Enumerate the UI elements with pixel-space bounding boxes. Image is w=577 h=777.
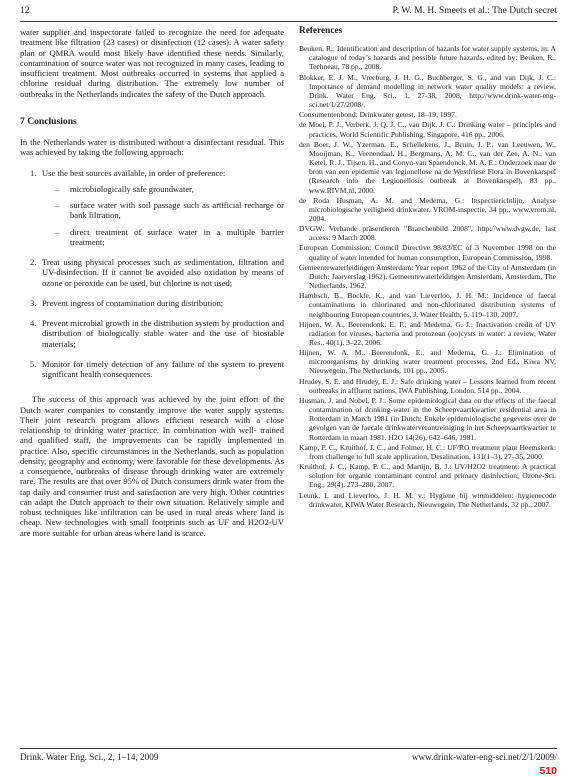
reference-entry: Leunk, I. and Lieverloo, J. H. M. v.: Hygiene bij winmiddelen: hygienecode drinkwater, KIWA Water Research, Nieuwegein, The Netherlands, 32 pp., 2007. — [299, 490, 556, 509]
dash-marker: – — [55, 200, 60, 210]
body-paragraph: The success of this approach was achieved by the joint effort of the Dutch water companies to constantly improve the water supply systems. Their joint research program allows efficient research with a close relationship to drinking water practice. In combination with well- trained and qualified staff, the improvements can be rapidly implemented in practice. Also, specific circumstances in the Netherlands, such as population density, geography and economy, were favorable for these developments. As a consequence, outbreaks of disease through drinking water are extremely rare. The results are that over 95% of Dutch consumers drink water from the tap daily and consumer trust and satisfaction are very high. Other countries can adapt the Dutch approach to their own situation. Relatively simple and robust techniques like infiltration can be used in rural areas where land is cheap. New technologies with small footprints such as UF and H2O2-UV are more suitable for urban areas where land is scarce. — [20, 394, 284, 538]
list-number: 5. — [30, 358, 37, 369]
sub-list-item — [42, 227, 284, 248]
list-item-text: Prevent microbial growth in the distribution system by production and distribution of biologically stable water and the use of biostable materials; — [42, 318, 284, 349]
list-item-text: Prevent ingress of contamination during distribution; — [42, 297, 224, 308]
journal-url[interactable]: www.drink-water-eng-sci.net/2/1/2009/ — [411, 752, 557, 762]
sub-list-text: surface water with soil passage such as artificial recharge or bank filtration, — [70, 200, 284, 221]
reference-entry: Beuken, R.: Identification and description of hazards for water supply systems, in: A catalogue of today’s hazards and possible future hazards, edited by: Beuken, R., Techneau, 78 pp., 2008. — [299, 44, 556, 72]
list-item-text: Use the best sources available, in order of preference: — [42, 167, 226, 178]
reference-entry: Consumentenbond: Drinkwater getest, 18–19, 1997. — [299, 110, 457, 120]
sub-list-item — [42, 184, 284, 194]
body-paragraph: water supplier and inspectorate failed to recognize the need for adequate treatment like filtration (23 cases) or disinfection (12 cases). A water safety plan or QMRA would most likely have identified these needs. Similarly, contamination of source water was not recognized in many cases, leading to insufficient treatment. Most outbreaks occurred in systems that applied a chlorine residual during distribution. The extremely low number of outbreaks in the Netherlands indicates the safety of the Dutch approach. — [20, 27, 284, 99]
list-item — [20, 318, 284, 349]
list-item — [20, 359, 284, 380]
reference-entry: European Commission: Council Directive 98/83/EC of 3 November 1998 on the quality of water intended for human consumption, European Commission, 1998. — [299, 243, 556, 262]
list-item — [20, 298, 284, 308]
reference-entry: Blokker, E. J. M., Vreeburg, J. H. G., Buchberger, S. G., and van Dijk, J. C.: Importance of demand modelling in network water quality models: a review, Drink. Water Eng. Sci., 1, 27-38, 2008, http://www.drink-water-eng-sci.net/1/27/2008/. — [299, 72, 556, 110]
body-paragraph: In the Netherlands water is distributed without a disinfectant residual. This was achieved by taking the following approach: — [20, 137, 284, 158]
reference-entry: de Moel, P. J., Verberk, J. Q. J. C., van Dijk, J. C.: Drinking water – principles and practices, World Scientific Publishing, Singapore, 416 pp., 2006. — [299, 120, 556, 139]
page-number: 12 — [20, 6, 30, 16]
list-number: 1. — [30, 167, 37, 178]
header-rule — [20, 21, 557, 22]
sub-list-text: direct treatment of surface water in a multiple barrier treatment; — [70, 226, 284, 247]
list-item-text: Monitor for timely detection of any failure of the system to prevent significant health consequences. — [42, 358, 284, 379]
reference-entry: Kamp, P. C., Kruithof, J. C., and Folmer, H. C.: UF/RO treatment plant Heemskerk: from challenge to full scale application, Desalination, 131(1–3), 27–35, 2000. — [299, 442, 556, 461]
journal-citation: Drink. Water Eng. Sci., 2, 1–14, 2009 — [20, 752, 159, 762]
list-item-text: Treat using physical processes such as sedimentation, filtration and UV-disinfection. If it cannot be avoided also oxidation by means of ozone or peroxide can be used, but chlorine is not used; — [42, 257, 284, 288]
page-header — [20, 6, 557, 20]
section-heading: 7 Conclusions — [20, 115, 77, 127]
list-item — [20, 257, 284, 288]
list-number: 4. — [30, 318, 37, 328]
reference-entry: Hijnen, W. A. M., Beerendonk, E., and Medema, G. J.: Elimination of microorganisms by drinking water treatment processes, 2nd Ed., Kiwa NV, Nieuwegein, The Netherlands, 101 pp., 2005. — [299, 348, 556, 376]
reference-entry: de Roda Husman, A. M. and Medema, G.: Inspectierichtlijn, Analyse microbiologische veiligheid drinkwater, VROM-inspectie, 34 pp., www.vrom.nl, 2004. — [299, 195, 556, 223]
reference-entry: Gemeentewaterleidingen Amsterdam: Year report 1962 of the City of Amsterdam (in Dutch: Jaarverslag 1962), Gemeentewaterleidingen Amsterdam, Amsterdam, The Netherlands, 1962. — [299, 262, 556, 291]
dash-marker: – — [55, 226, 60, 237]
reference-entry: Husman, J. and Nobel, P. J.: Some epidemiological data on the effects of the faecal contamination of drinking-water in the Scheepvaartkwartier residential area in Rotterdam in March 1981 (in Dutch: Enkele epidemiologische gegevens over de gevolgen van de faecale drinkwaterverontreiniging in het Scheepvaartkwartier te Rotterdam in maart 1981. H2O 14(26), 642–646, 1981. — [299, 395, 556, 442]
sub-list-text: microbiologically safe groundwater, — [70, 183, 194, 194]
list-number: 2. — [30, 257, 37, 267]
references-heading: References — [299, 26, 343, 36]
sub-list-item — [42, 200, 284, 221]
dash-marker: – — [55, 183, 60, 194]
reference-list — [299, 44, 556, 509]
list-item — [20, 168, 284, 248]
sheet-number: 510 — [539, 765, 557, 777]
running-title: P. W. M. H. Smeets et al.: The Dutch secret — [392, 6, 557, 16]
reference-entry: DVGW: Verbande präsentieren "Branchenbild 2008", http://www.dvgw.de, last access: 9 March 2008. — [299, 224, 556, 243]
footer-rule — [20, 748, 557, 749]
reference-entry: Hijnen, W. A., Beerendonk, E. F., and Medema, G. J.: Inactivation credit of UV radiation for viruses, bacteria and protozoan (oo)cysts in water: a review, Water Res., 40(1), 3–22, 2006. — [299, 319, 556, 347]
reference-entry: Hrudey, S. E. and Hrudey, E. J.: Safe drinking water – Lessons learned from recent outbreaks in affluent nations, IWA Publishing, London, 514 pp., 2004. — [299, 376, 556, 395]
reference-entry: den Boer, J. W., Yzerman, E., Schellekens, J., Bruin, J. P., van Leeuwen, W., Mooijman, K., Veenendaal, H., Bergmans, A. M. C., van der Zee, A. N., van Ketel, R. J., Tijsen, H., and Conyn-van Spaendonck, M. A. E.: Onderzoek naar de bron van een epidemie van legionellose na de Westfriese Flora in Bovenkarspel (Research into the Legionellosis outbreak at Bovenkarspel), 83 pp., www.RIVM.nl, 2000. — [299, 139, 556, 195]
left-column — [20, 27, 284, 538]
reference-entry: Kruithof, J. C., Kamp, P. C., and Martijn, B. J.: UV/H2O2 treatment: A practical solution for organic contaminant control and primary disinfection, Ozone-Sci. Eng., 29(4), 273–280, 2007. — [299, 462, 556, 490]
references-column — [299, 27, 556, 510]
reference-entry: Hambsch, B., Bockle, K., and van Lieverloo, J. H. M.: Incidence of faecal contaminations in chlorinated and non-chlorinated distribution systems of neighbouring European countries, J. Water Health, 5, 119–130, 2007. — [299, 291, 556, 319]
list-number: 3. — [30, 297, 37, 308]
